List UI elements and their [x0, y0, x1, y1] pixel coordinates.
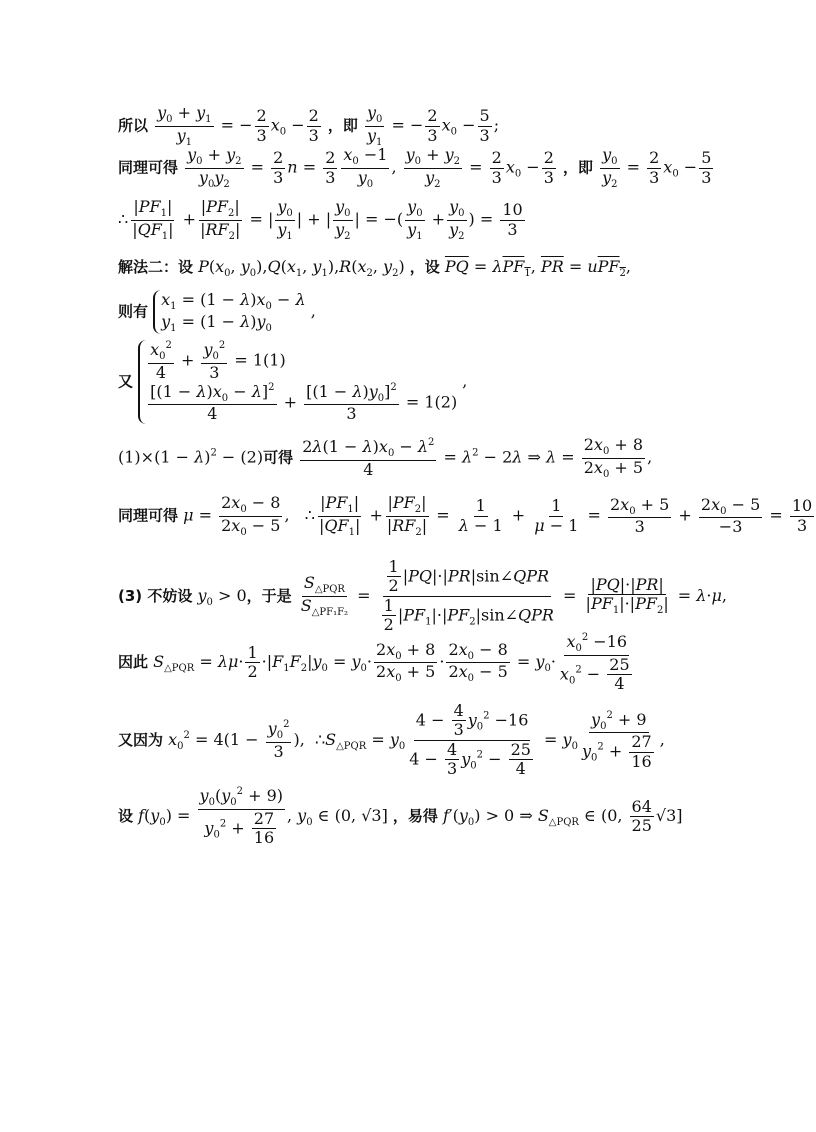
text-label: 则有 — [118, 302, 149, 321]
text-label: ，即 — [327, 116, 358, 135]
equation-line-1: 所以 $\frac{y_0 + y_1}{y_1}$ = − $\frac{2}{3}$ $x_0$ − $\frac{2}{3}$ ，即 $\frac{y_0}{y_1}$ = − $\frac{2}{3}$ $x_0$ − $\frac{5}{3}$ ; — [118, 103, 500, 148]
equation-line-9: (3) 不妨设 $y_0 > 0$，于是 $\frac{S_{\triangle PQR}}{S_{\triangle PF_1F_2}}$ = $\frac{1}{2}$ |PQ|·|PR|sin∠QPR $\frac{1}{2}$ $|PF_1|\cdot|PF_2|\sin\angle QPR$ = $\frac{|PQ|\cdot|PR|}{|PF_1|\cdot|PF_2|}$ = λ·μ, — [118, 557, 728, 635]
equation-line-10: 因此 $S_{\triangle PQR} = \lambda\mu\cdot$ $\frac{1}{2}$ $\cdot|F_1F_2|y_0 = y_0\cdot$ $\frac{2x_0 + 8}{2x_0 + 5}$ · $\frac{2x_0 - 8}{2x_0 - 5}$ = $y_0\cdot$ $x_0^2 -16$ $x_0^2$ − $\frac{25}{4}$ — [118, 632, 630, 693]
text-label: 解法二：设 — [118, 258, 194, 276]
text-label: ，设 — [409, 258, 440, 276]
text-label: 因此 — [118, 653, 149, 672]
text-label: (3) 不妨设 — [118, 586, 193, 605]
text-label: 设 — [118, 807, 134, 826]
equation-line-12: 设 $f(y_0)$ = $y_0(y_0^2 + 9)$ $y_0^2$ + $\frac{27}{16}$ , $y_0$ ∈ (0, √3] ，易得 $f'(y_0) > 0$ ⇒ $S_{\triangle PQR}$ ∈ (0, $\frac{64}{25}$ √3] — [118, 786, 683, 847]
equation-line-2: 同理可得 $\frac{y_0 + y_2}{y_0y_2}$ = $\frac{2}{3}$ n = $\frac{2}{3}$ $\frac{x_0 -1}{y_0}$ , $\frac{y_0 + y_2}{y_2}$ = $\frac{2}{3}$ $x_0$ − $\frac{2}{3}$ ，即 $\frac{y_0}{y_2}$ = $\frac{2}{3}$ $x_0$ − $\frac{5}{3}$ — [118, 145, 712, 190]
equation-line-6: 又 $\frac{x_0^2}{4}$ + $\frac{y_0^2}{3}$ = 1(1) $\frac{[(1 - \lambda)x_0 - \lambda]^2}{4}$ + $\frac{[(1 - \lambda)y_0]^2}{3}$ = 1(2) , — [118, 340, 468, 424]
equation-line-3: ∴ $\frac{|PF_1|}{|QF_1|}$ + $\frac{|PF_2|}{|RF_2|}$ = | $\frac{y_0}{y_1}$ | + | $\frac{y_0}{y_2}$ | = −( $\frac{y_0}{y_1}$ + $\frac{y_0}{y_2}$ ) = $\frac{10}{3}$ — [118, 197, 523, 242]
equation-line-7: $(1)\times(1 - \lambda)^2 - (2)$可得 $\frac{2\lambda(1 - \lambda)x_0 - \lambda^2}{4}$ = $\lambda^2 - 2\lambda$ ⇒ λ = $\frac{2x_0 + 8}{2x_0 + 5}$ , — [118, 435, 653, 480]
text-label: ，即 — [563, 158, 594, 177]
equation-line-5: 则有 $x_1 = (1 - \lambda)x_0 - \lambda$ $y_1 = (1 - \lambda)y_0$ , — [118, 290, 316, 334]
text-label: 又因为 — [118, 730, 164, 749]
text-label: 又 — [118, 372, 134, 391]
text-label: 所以 — [118, 116, 149, 135]
text-label: 同理可得 — [118, 506, 179, 525]
text-label: ，易得 — [392, 807, 438, 826]
equation-line-11: 又因为 $x_0^2 = 4(1$ − $\frac{y_0^2}{3}$ ), $\therefore S_{\triangle PQR} = y_0$ 4 − $\frac{4}{3}$ $y_0^2 -16$ 4 − $\frac{4}{3}$ $y_0^2$ − $\frac{25}{4}$ = $y_0$ $y_0^2 + 9$ $y_0^2$ + $\frac{27}{16}$ , — [118, 701, 665, 779]
text-label: ，于是 — [246, 586, 292, 605]
equation-line-4: 解法二：设 $P(x_0$, $y_0),Q(x_1$, $y_1),R(x_2$, $y_2$) ，设 $\overline{PQ} = \lambda PF_1$, $\overline{PR} = uPF_2$, — [118, 257, 631, 279]
text-label: 可得 — [263, 448, 294, 467]
equation-line-8: 同理可得 μ = $\frac{2x_0 - 8}{2x_0 - 5}$ , ∴ $\frac{|PF_1|}{|QF_1|}$ + $\frac{|PF_2|}{|RF_2|}$ = $\frac{1}{\lambda - 1}$ + $\frac{1}{\mu - 1}$ = $\frac{2x_0 + 5}{3}$ + $\frac{2x_0 - 5}{-3}$ = $\frac{10}{3}$ — [118, 493, 813, 538]
text-label: 同理可得 — [118, 158, 179, 177]
